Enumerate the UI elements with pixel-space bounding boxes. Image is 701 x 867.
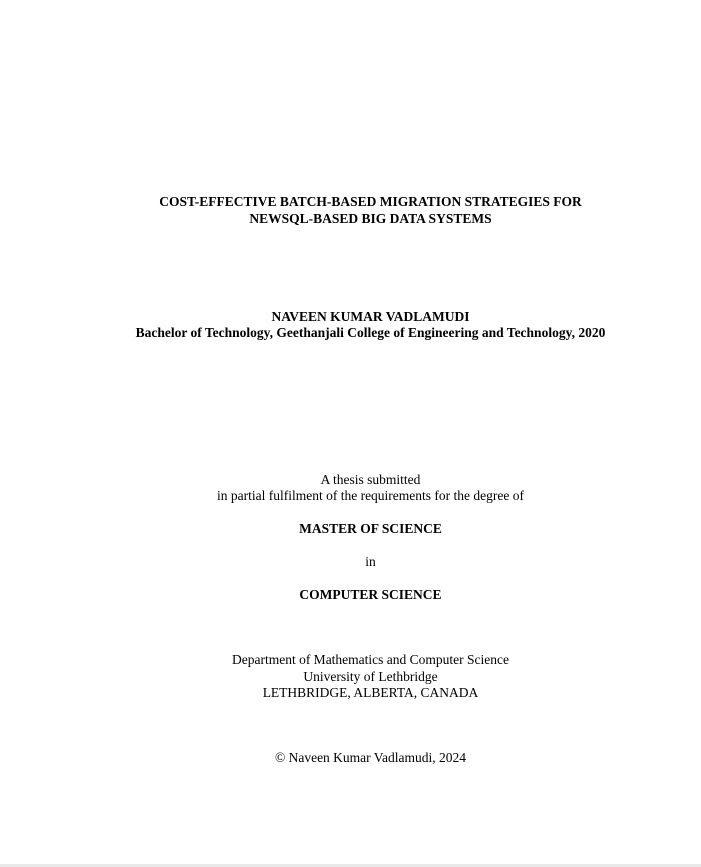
degree-connector: in (365, 554, 376, 569)
degree-field: COMPUTER SCIENCE (299, 587, 442, 602)
submission-statement-line-1: A thesis submitted (320, 472, 421, 487)
submission-statement-line-2: in partial fulfilment of the requirements for the degree of (216, 488, 524, 503)
thesis-title-line-2: NEWSQL-BASED BIG DATA SYSTEMS (249, 211, 492, 226)
author-prior-degree: Bachelor of Technology, Geethanjali College of Engineering and Technology, 2020 (135, 325, 606, 340)
degree-name: MASTER OF SCIENCE (299, 521, 442, 536)
university-location: LETHBRIDGE, ALBERTA, CANADA (262, 685, 479, 700)
university-name: University of Lethbridge (303, 669, 438, 684)
thesis-title-line-1: COST-EFFECTIVE BATCH-BASED MIGRATION STRATEGIES FOR (159, 194, 582, 209)
department-name: Department of Mathematics and Computer Science (231, 652, 510, 667)
copyright-notice: © Naveen Kumar Vadlamudi, 2024 (274, 750, 467, 765)
author-name: NAVEEN KUMAR VADLAMUDI (271, 309, 470, 324)
